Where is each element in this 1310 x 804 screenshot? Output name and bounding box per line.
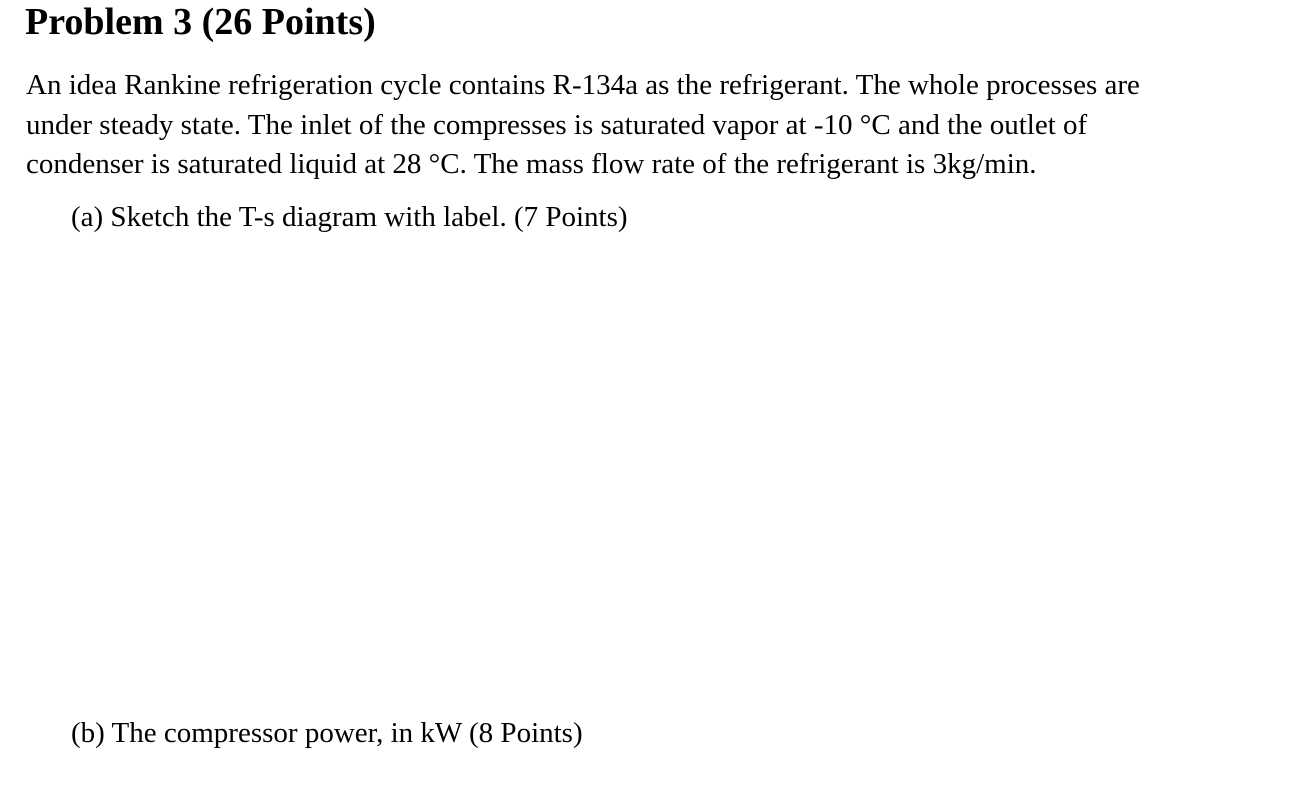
problem-statement bbox=[26, 66, 1286, 185]
statement-line: under steady state. The inlet of the compresses is saturated vapor at -10 °C and the outlet of bbox=[26, 108, 1088, 141]
statement-line: condenser is saturated liquid at 28 °C. The mass flow rate of the refrigerant is 3kg/min. bbox=[26, 148, 1037, 180]
statement-line: An idea Rankine refrigeration cycle contains R-134a as the refrigerant. The whole processes are bbox=[26, 69, 1140, 101]
answer-space bbox=[71, 245, 1271, 695]
part-a-question: (a) Sketch the T-s diagram with label. (7 Points) bbox=[71, 201, 628, 233]
part-b-question: (b) The compressor power, in kW (8 Points) bbox=[71, 717, 583, 749]
problem-title: Problem 3 (26 Points) bbox=[25, 1, 376, 43]
